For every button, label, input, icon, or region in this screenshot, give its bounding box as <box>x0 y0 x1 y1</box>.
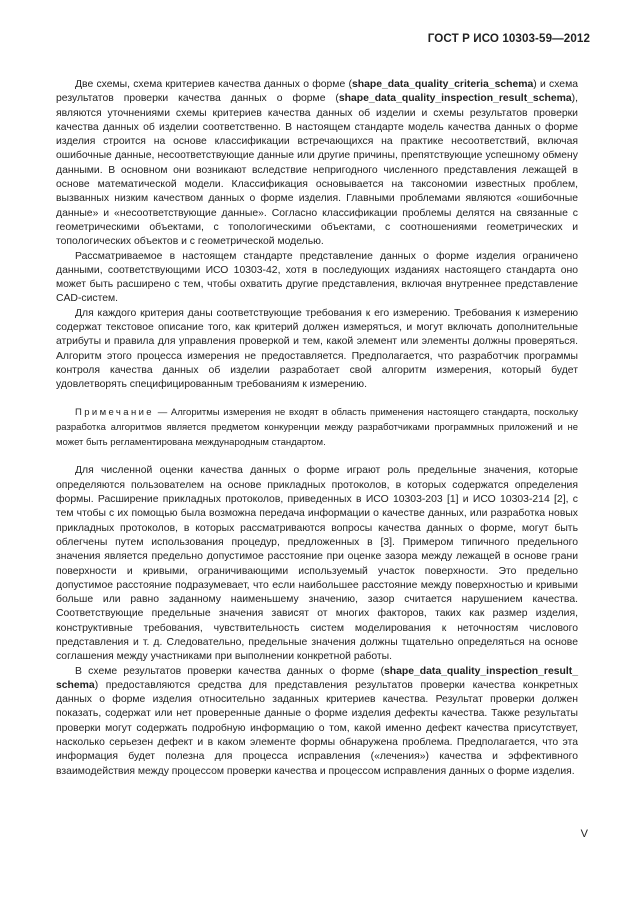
document-header: ГОСТ Р ИСО 10303-59—2012 <box>427 32 590 45</box>
paragraph-1-text-a: Две схемы, схема критериев качества данных о форме ( <box>75 79 352 90</box>
paragraph-1-text-b: ) и схема результатов проверки качества данных о форме ( <box>56 79 578 105</box>
paragraph-1-text-c: ), являются уточнениями схемы критериев качества данных об изделии и схемы результатов проверки качества данных об изделии соответственно. В настоящем стандарте модель качества данных о форме изделия строится на основе классификации встречающихся на практике несоответствий, включая ошибочные данные, несоответствующие данные или другие причины, препятствующие успешному обмену данными. В основном они возникают вследствие непригодного численного представления лежащей в основе математической модели. Классификация основывается на таксономии известных проблем, вызванных низким качеством данных о форме изделия. Главными проблемами являются «ошибочные данные» и «несоответствующие данные». Согласно классификации проблемы делятся на связанные с геометрическими объектами, с топологическими объектами, с соотношениями геометрических и топологических объектов и с геометрической моделью. <box>56 93 578 248</box>
page-number: V <box>580 828 588 840</box>
term-inspection-result-schema-2: shape_data_quality_inspection_result_ schema <box>56 665 578 691</box>
paragraph-5-text-a: В схеме результатов проверки качества данных о форме ( <box>75 665 384 677</box>
document-body <box>56 78 578 779</box>
note <box>56 405 578 451</box>
note-text: — Алгоритмы измерения не входят в область применения настоящего стандарта, поскольку разработка алгоритмов является предметом конкуренции между разработчиками программных приложений и не может быть регламентирована международным стандартом. <box>56 406 578 449</box>
paragraph-5-text-b: ) предоставляются средства для представления результатов проверки качества конкретных данных о форме изделия относительно заданных критериев качества. Результат проверки должен показать, содержат или нет проверенные данные о форме изделия дефекты качества. Также результаты проверки могут содержать подробную информацию о том, какой именно дефект качества присутствует, насколько серьезен дефект и в каком элементе формы обнаружена проблема. Предполагается, что эта информация будет полезна для процесса исправления («лечения») качества и эффективного взаимодействия между процессом проверки качества и процессом исправления данных о форме изделия. <box>56 679 578 777</box>
paragraph-1 <box>56 78 578 250</box>
paragraph-3: Для каждого критерия даны соответствующие требования к его измерению. Требования к измерению содержат текстовое описание того, как критерий должен измеряться, и могут включать дополнительные атрибуты и правила для управления проверкой и тем, какой элемент или элементы должны проверяться. Алгоритм этого процесса измерения не предоставляется. Предполагается, что разработчик программы контроля качества данных об изделии разработает свой алгоритм измерения, который будет удовлетворять специфицированным требованиям к измерению. <box>56 307 578 391</box>
paragraph-5 <box>56 665 578 779</box>
term-inspection-result-schema: shape_data_quality_inspection_result_schema <box>338 93 572 105</box>
term-criteria-schema: shape_data_quality_criteria_schema <box>351 79 534 90</box>
paragraph-2: Рассматриваемое в настоящем стандарте представление данных о форме изделия ограничено данными, соответствующими ИСО 10303-42, хотя в последующих изданиях настоящего стандарта оно может быть расширено с тем, чтобы охватить другие представления, включая внутреннее представление CAD-систем. <box>56 250 578 305</box>
note-label: Примечание <box>75 406 154 418</box>
paragraph-4: Для численной оценки качества данных о форме играют роль предельные значения, которые определяются пользователем на основе прикладных протоколов, в которых содержатся определения формы. Расширение прикладных протоколов, приведенных в ИСО 10303-203 [1] и ИСО 10303-214 [2], с тем чтобы с их помощью была возможна передача информации о качестве данных, или разработка новых прикладных протоколов, в которых рассматриваются вопросы качества данных о форме, могут быть облегчены путем использования процедур, предложенных в [3]. Примером типичного предельного значения является предельно допустимое расстояние при оценке зазора между лежащей в основе грани поверхности и кривыми, ограничивающими используемый участок поверхности. Это предельно допустимое расстояние подразумевает, что если наибольшее расстояние между поверхностью и кривыми больше или равно заданному наименьшему значению, зазор считается нарушением качества. Соответствующие предельные значения зависят от многих факторов, таких как размер изделия, конструктивные требования, чувствительность систем моделирования к неточностям числового представления и т. д. Следовательно, предельные значения должны тщательно определяться на основе соглашения между участниками при выполнении конкретной работы. <box>56 465 578 663</box>
